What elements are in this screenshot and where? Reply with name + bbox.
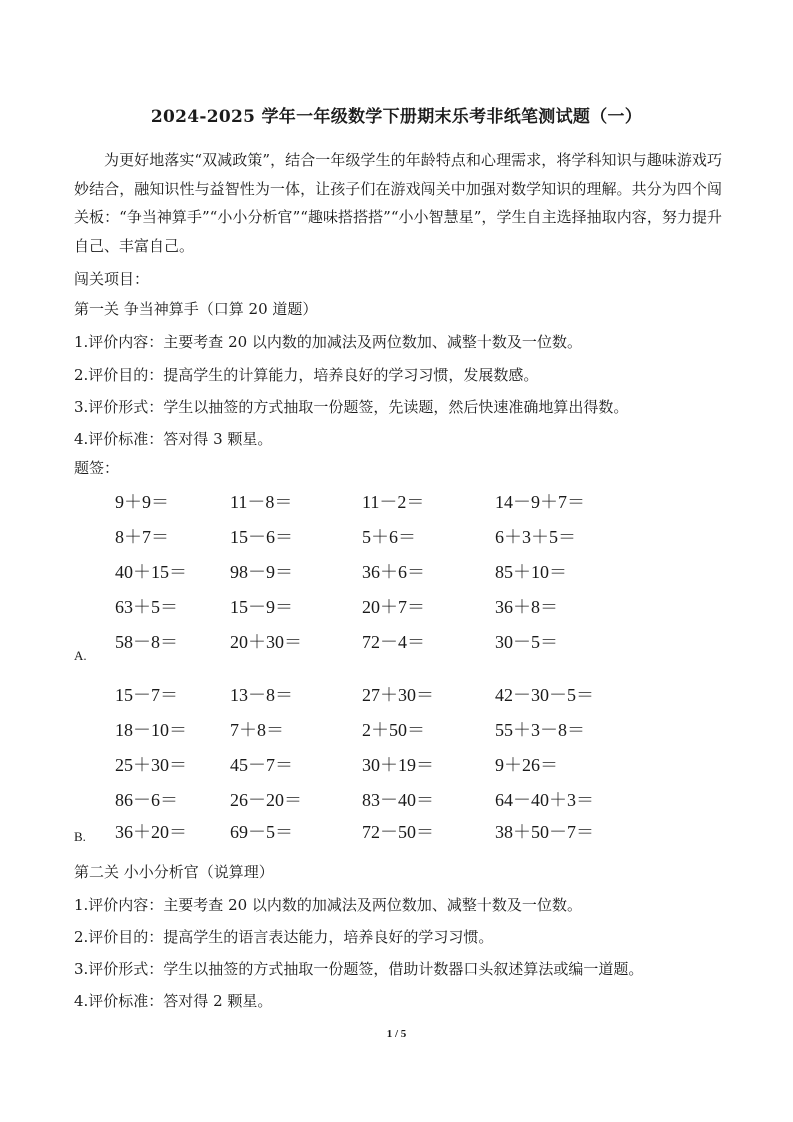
problem-cell: 15－9＝ — [230, 597, 293, 617]
level1-item-standard: 4.评价标准：答对得 3 颗星。 — [74, 430, 273, 448]
problem-cell: 30－5＝ — [495, 632, 558, 652]
set-b-label: B. — [74, 829, 86, 844]
problem-cell: 98－9＝ — [230, 562, 293, 582]
intro-paragraph: 为更好地落实“双减政策”，结合一年级学生的年龄特点和心理需求，将学科知识与趣味游戏巧妙结合，融知识性与益智性为一体，让孩子们在游戏闯关中加强对数学知识的理解。共分为四个闯关板：“争当神算手”“小小分析官”“趣味搭搭搭”“小小智慧星”，学生自主选择抽取内容，努力提升自己、丰富自己。 — [74, 151, 722, 255]
problem-cell: 40＋15＝ — [115, 562, 187, 582]
level1-item-content: 1.评价内容：主要考查 20 以内数的加减法及两位数加、减整十数及一位数。 — [74, 333, 582, 351]
problem-cell: 8＋7＝ — [115, 527, 169, 547]
problem-cell: 15－7＝ — [115, 685, 178, 705]
problem-cell: 26－20＝ — [230, 790, 302, 810]
projects-label: 闯关项目： — [74, 270, 150, 288]
level2-item-standard: 4.评价标准：答对得 2 颗星。 — [74, 992, 273, 1010]
slips-label: 题签： — [74, 459, 120, 477]
problem-cell: 72－4＝ — [362, 632, 425, 652]
problem-cell: 13－8＝ — [230, 685, 293, 705]
level1-heading: 第一关 争当神算手（口算 20 道题） — [74, 300, 318, 318]
problem-cell: 69－5＝ — [230, 822, 293, 842]
problem-cell: 86－6＝ — [115, 790, 178, 810]
problem-cell: 38＋50－7＝ — [495, 822, 594, 842]
set-a-label: A. — [74, 648, 87, 663]
problem-cell: 36＋8＝ — [495, 597, 558, 617]
problem-cell: 18－10＝ — [115, 720, 187, 740]
problem-cell: 20＋7＝ — [362, 597, 425, 617]
problem-cell: 58－8＝ — [115, 632, 178, 652]
problem-cell: 27＋30＝ — [362, 685, 434, 705]
problem-cell: 5＋6＝ — [362, 527, 416, 547]
problem-cell: 63＋5＝ — [115, 597, 178, 617]
problem-cell: 20＋30＝ — [230, 632, 302, 652]
problem-cell: 9＋26＝ — [495, 755, 558, 775]
page-title: 2024-2025 学年一年级数学下册期末乐考非纸笔测试题（一） — [150, 107, 643, 127]
level2-item-purpose: 2.评价目的：提高学生的语言表达能力，培养良好的学习习惯。 — [74, 928, 494, 946]
level2-item-form: 3.评价形式：学生以抽签的方式抽取一份题签，借助计数器口头叙述算法或编一道题。 — [74, 960, 644, 978]
problem-cell: 83－40＝ — [362, 790, 434, 810]
problem-cell: 6＋3＋5＝ — [495, 527, 576, 547]
problem-cell: 30＋19＝ — [362, 755, 434, 775]
problem-cell: 64－40＋3＝ — [495, 790, 594, 810]
problem-cell: 11－8＝ — [230, 492, 293, 512]
level2-item-content: 1.评价内容：主要考查 20 以内数的加减法及两位数加、减整十数及一位数。 — [74, 896, 582, 914]
problem-cell: 25＋30＝ — [115, 755, 187, 775]
problem-cell: 36＋6＝ — [362, 562, 425, 582]
problem-cell: 14－9＋7＝ — [495, 492, 585, 512]
problem-cell: 2＋50＝ — [362, 720, 425, 740]
level1-item-purpose: 2.评价目的：提高学生的计算能力，培养良好的学习习惯，发展数感。 — [74, 366, 539, 384]
problem-cell: 42－30－5＝ — [495, 685, 594, 705]
level2-heading: 第二关 小小分析官（说算理） — [74, 863, 274, 881]
problem-cell: 85＋10＝ — [495, 562, 567, 582]
problem-cell: 7＋8＝ — [230, 720, 284, 740]
problem-cell: 55＋3－8＝ — [495, 720, 585, 740]
level1-item-form: 3.评价形式：学生以抽签的方式抽取一份题签，先读题，然后快速准确地算出得数。 — [74, 398, 629, 416]
problem-cell: 72－50＝ — [362, 822, 434, 842]
problem-cell: 11－2＝ — [362, 492, 425, 512]
problem-cell: 36＋20＝ — [115, 822, 187, 842]
problem-cell: 45－7＝ — [230, 755, 293, 775]
page-number: 1 / 5 — [386, 1028, 407, 1040]
problem-cell: 15－6＝ — [230, 527, 293, 547]
problem-cell: 9＋9＝ — [115, 492, 169, 512]
